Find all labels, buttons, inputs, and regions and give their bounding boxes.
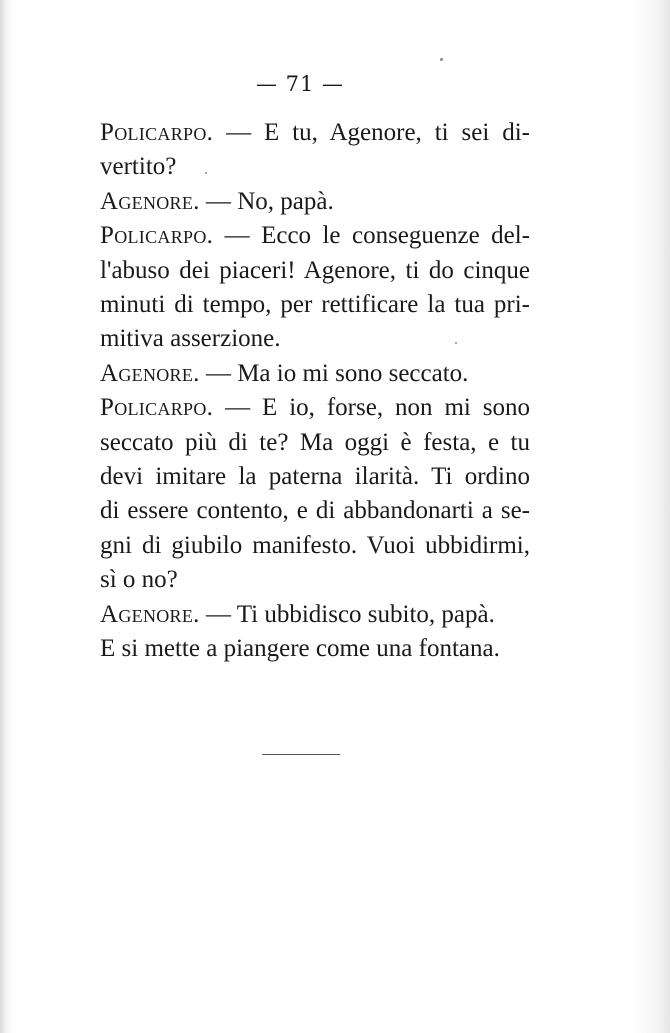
text-line: seccato più di te? Ma oggi è festa, e tu	[100, 428, 530, 456]
text-line: E si mette a piangere come una fontana.	[100, 635, 500, 663]
dialogue-paragraph	[100, 219, 530, 357]
text-line: devi imitare la paterna ilarità. Ti ordino	[100, 463, 530, 491]
speaker-name: Policarpo.	[100, 119, 214, 146]
text-line: l'abuso dei piaceri! Agenore, ti do cinque	[100, 256, 530, 284]
paper-speck	[455, 342, 457, 344]
speaker-name: Agenore.	[100, 187, 200, 215]
text-line: mitiva asserzione.	[100, 325, 281, 353]
line-text: — E io, forse, non mi sono	[225, 394, 530, 422]
text-line	[100, 357, 530, 391]
text-line	[100, 116, 530, 150]
page-number: — 71 —	[255, 72, 345, 96]
text-line: minuti di tempo, per rettificare la tua pri-	[100, 291, 530, 319]
dialogue-paragraph	[100, 357, 530, 391]
speaker-name: Policarpo.	[100, 394, 214, 422]
text-line: sì o no?	[100, 566, 178, 594]
dialogue-paragraph	[100, 391, 530, 597]
speaker-name: Policarpo.	[100, 222, 214, 250]
line-text: — No, papà.	[205, 187, 334, 215]
text-line: di essere contento, e di abbandonarti a se-	[100, 497, 530, 525]
text-line: vertito?	[100, 153, 177, 181]
text-line	[100, 391, 530, 425]
speaker-name: Agenore.	[100, 600, 200, 628]
dialogue-text	[100, 116, 530, 667]
speaker-name: Agenore.	[100, 359, 200, 387]
line-text: — Ecco le conseguenze del-	[224, 222, 530, 250]
paper-speck	[205, 172, 207, 174]
text-line	[100, 598, 530, 632]
line-text: — E tu, Agenore, ti sei di-	[226, 119, 531, 146]
dialogue-paragraph	[100, 116, 530, 185]
text-line	[100, 185, 530, 219]
stage-direction	[100, 632, 530, 666]
dialogue-paragraph	[100, 185, 530, 219]
line-text: — Ti ubbidisco subito, papà.	[205, 600, 495, 628]
line-text: — Ma io mi sono seccato.	[205, 359, 469, 387]
dialogue-paragraph	[100, 598, 530, 632]
end-rule	[262, 754, 340, 755]
text-line	[100, 219, 530, 253]
text-line: gni di giubilo manifesto. Vuoi ubbidirmi,	[100, 531, 530, 559]
paper-speck	[440, 58, 443, 61]
